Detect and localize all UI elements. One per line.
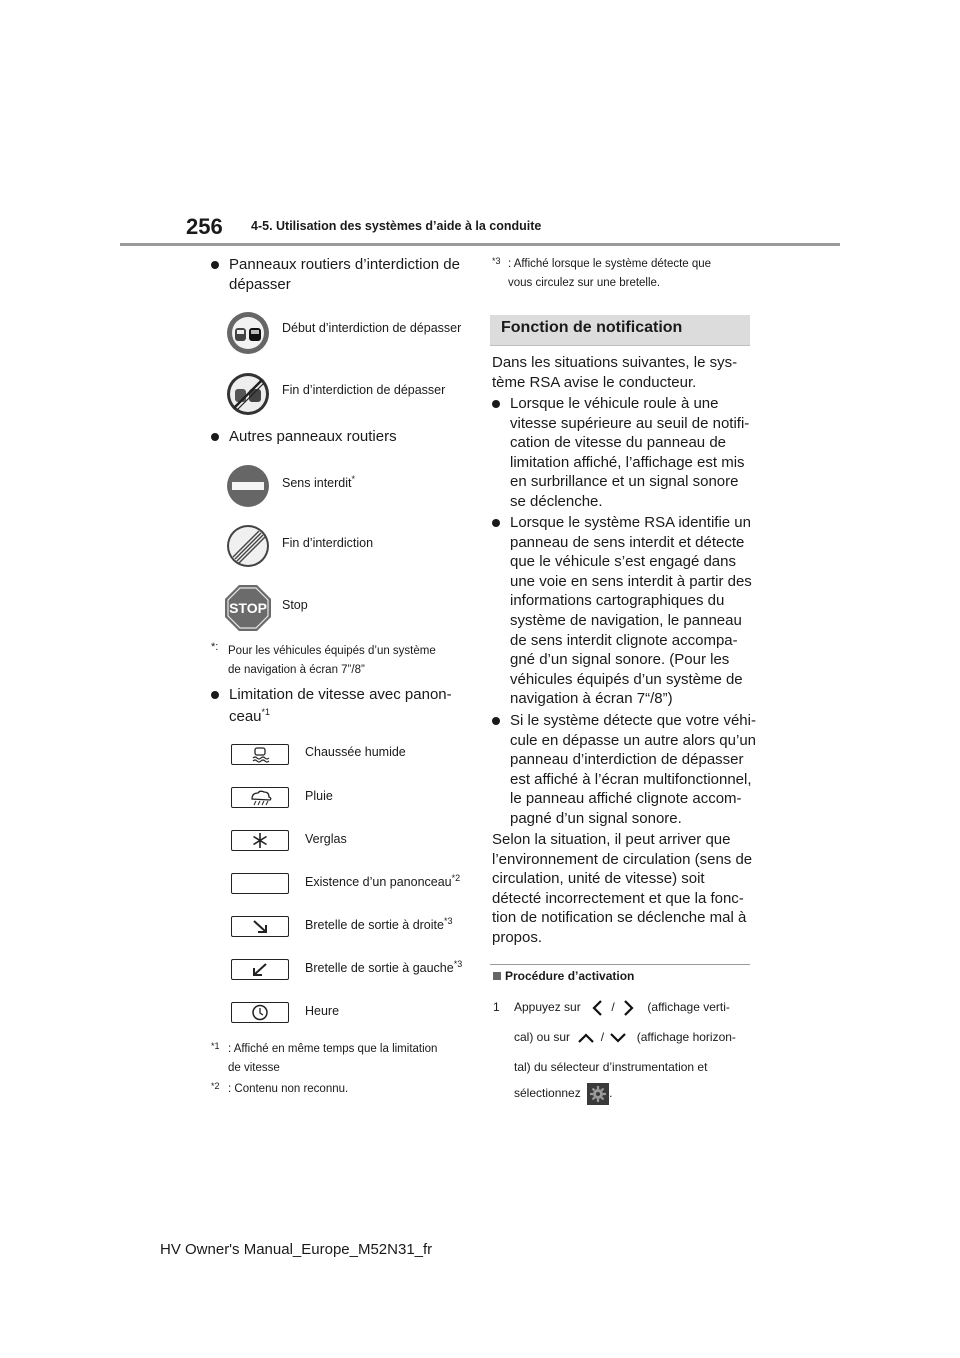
end-no-overtaking-icon xyxy=(226,372,270,416)
panel-label: Chaussée humide xyxy=(305,745,406,759)
header-rule xyxy=(120,243,840,246)
bullet-dot xyxy=(492,717,500,725)
section-title: 4-5. Utilisation des systèmes d’aide à la conduite xyxy=(251,219,542,233)
chevron-up-icon xyxy=(577,1032,595,1044)
section-heading: Fonction de notification xyxy=(501,319,683,336)
sign-label: Fin d’interdiction xyxy=(282,536,374,550)
bullet-dot xyxy=(211,433,219,441)
footer-text: HV Owner's Manual_Europe_M52N31_fr xyxy=(160,1241,433,1258)
panel-label: Pluie xyxy=(305,789,333,803)
no-overtaking-icon xyxy=(226,311,270,355)
sign-label: Sens interdit* xyxy=(282,473,355,490)
bullet-no-overtaking xyxy=(211,255,471,297)
stop-sign-text: STOP xyxy=(229,600,267,616)
gear-icon xyxy=(587,1083,609,1105)
rain-icon xyxy=(231,787,289,808)
panel-label: Bretelle de sortie à droite$^{*3}$ xyxy=(305,915,453,932)
sign-label: Fin d’interdiction de dépasser xyxy=(282,383,446,397)
situation-paragraph: Selon la situation, il peut arriver que l’environnement de circulation (sens de circulation, unité de vitesse) soit détecté incorrectement et que la fonc- tion de notification se déclenche mal à propos. xyxy=(492,831,753,946)
subheading-rule xyxy=(490,964,750,965)
no-entry-icon xyxy=(226,464,270,508)
exit-left-icon xyxy=(231,959,289,980)
step-number: 1 xyxy=(493,1000,500,1014)
clock-icon xyxy=(231,1002,289,1023)
sign-label: Stop xyxy=(282,598,308,612)
footnote-2: *2 : Contenu non reconnu. xyxy=(211,1081,349,1095)
notification-bullet-2: Lorsque le système RSA identifie un panneau de sens interdit et détecte que le véhicule s’est engagé dans une voie en sens interdit à partir des informations cartographiques du système de navigation, le panneau de sens interdit clignote accompa- gné d’un signal sonore. (Pour les véhicules équipés d’un système de navigation à écran 7“/8”) xyxy=(492,513,762,713)
exit-right-icon xyxy=(231,916,289,937)
panel-label: Bretelle de sortie à gauche$^{*3}$ xyxy=(305,958,463,975)
chevron-right-icon xyxy=(622,999,636,1017)
stop-sign-icon xyxy=(224,584,272,632)
bullet-dot xyxy=(492,400,500,408)
bullet-text: Limitation de vitesse avec panon- ceau$^{*1}$ xyxy=(229,686,452,725)
notification-bullet-3: Si le système détecte que votre véhi- cule en dépasse un autre alors qu’un panneau d’interdiction de dépasser est affiché à l’écran multifonctionnel, le panneau affiché clignote accom- pagné d’un signal sonore. xyxy=(492,711,762,831)
footnote-3: *3 : Affiché lorsque le système détecte que vous circulez sur une bretelle. xyxy=(492,256,712,289)
end-of-restrictions-icon xyxy=(226,524,270,568)
panel-label: Verglas xyxy=(305,832,347,846)
notification-bullet-1: Lorsque le véhicule roule à une vitesse supérieure au seuil de notifi- cation de vitesse du panneau de limitation affiché, l’affichage est mis en surbrillance et un signal sonore se déclenche. xyxy=(492,394,762,514)
bullet-text: Autres panneaux routiers xyxy=(229,428,397,445)
square-bullet-icon xyxy=(493,972,501,980)
intro-paragraph: Dans les situations suivantes, le sys- tème RSA avise le conducteur. xyxy=(492,354,738,391)
panel-label: Existence d’un panonceau$^{*2}$ xyxy=(305,872,461,889)
subheading: Procédure d’activation xyxy=(493,969,634,983)
page-number: 256 xyxy=(186,214,223,239)
panel-label: Heure xyxy=(305,1004,340,1018)
sign-label: Début d’interdiction de dépasser xyxy=(282,321,462,335)
footnote-1: *1 : Affiché en même temps que la limitation de vitesse xyxy=(211,1041,438,1074)
chevron-left-icon xyxy=(590,999,604,1017)
blank-panel-icon xyxy=(231,873,289,894)
bullet-other-signs xyxy=(211,427,471,447)
chevron-down-icon xyxy=(609,1032,627,1044)
bullet-dot xyxy=(211,691,219,699)
wet-road-icon xyxy=(231,744,289,765)
bullet-dot xyxy=(211,261,219,269)
bullet-dot xyxy=(492,519,500,527)
step-1-text: Appuyez sur / (affichage verti- cal) ou sur / (affichage horizon- tal) du sélecteur d’instrumentation et sélectionnez . xyxy=(514,992,764,1112)
bullet-speed-limit xyxy=(211,684,471,726)
bullet-text: Panneaux routiers d’interdiction de dépasser xyxy=(229,256,460,293)
ice-icon xyxy=(231,830,289,851)
footnote-star: *: Pour les véhicules équipés d’un système de navigation à écran 7”/8” xyxy=(211,641,436,676)
